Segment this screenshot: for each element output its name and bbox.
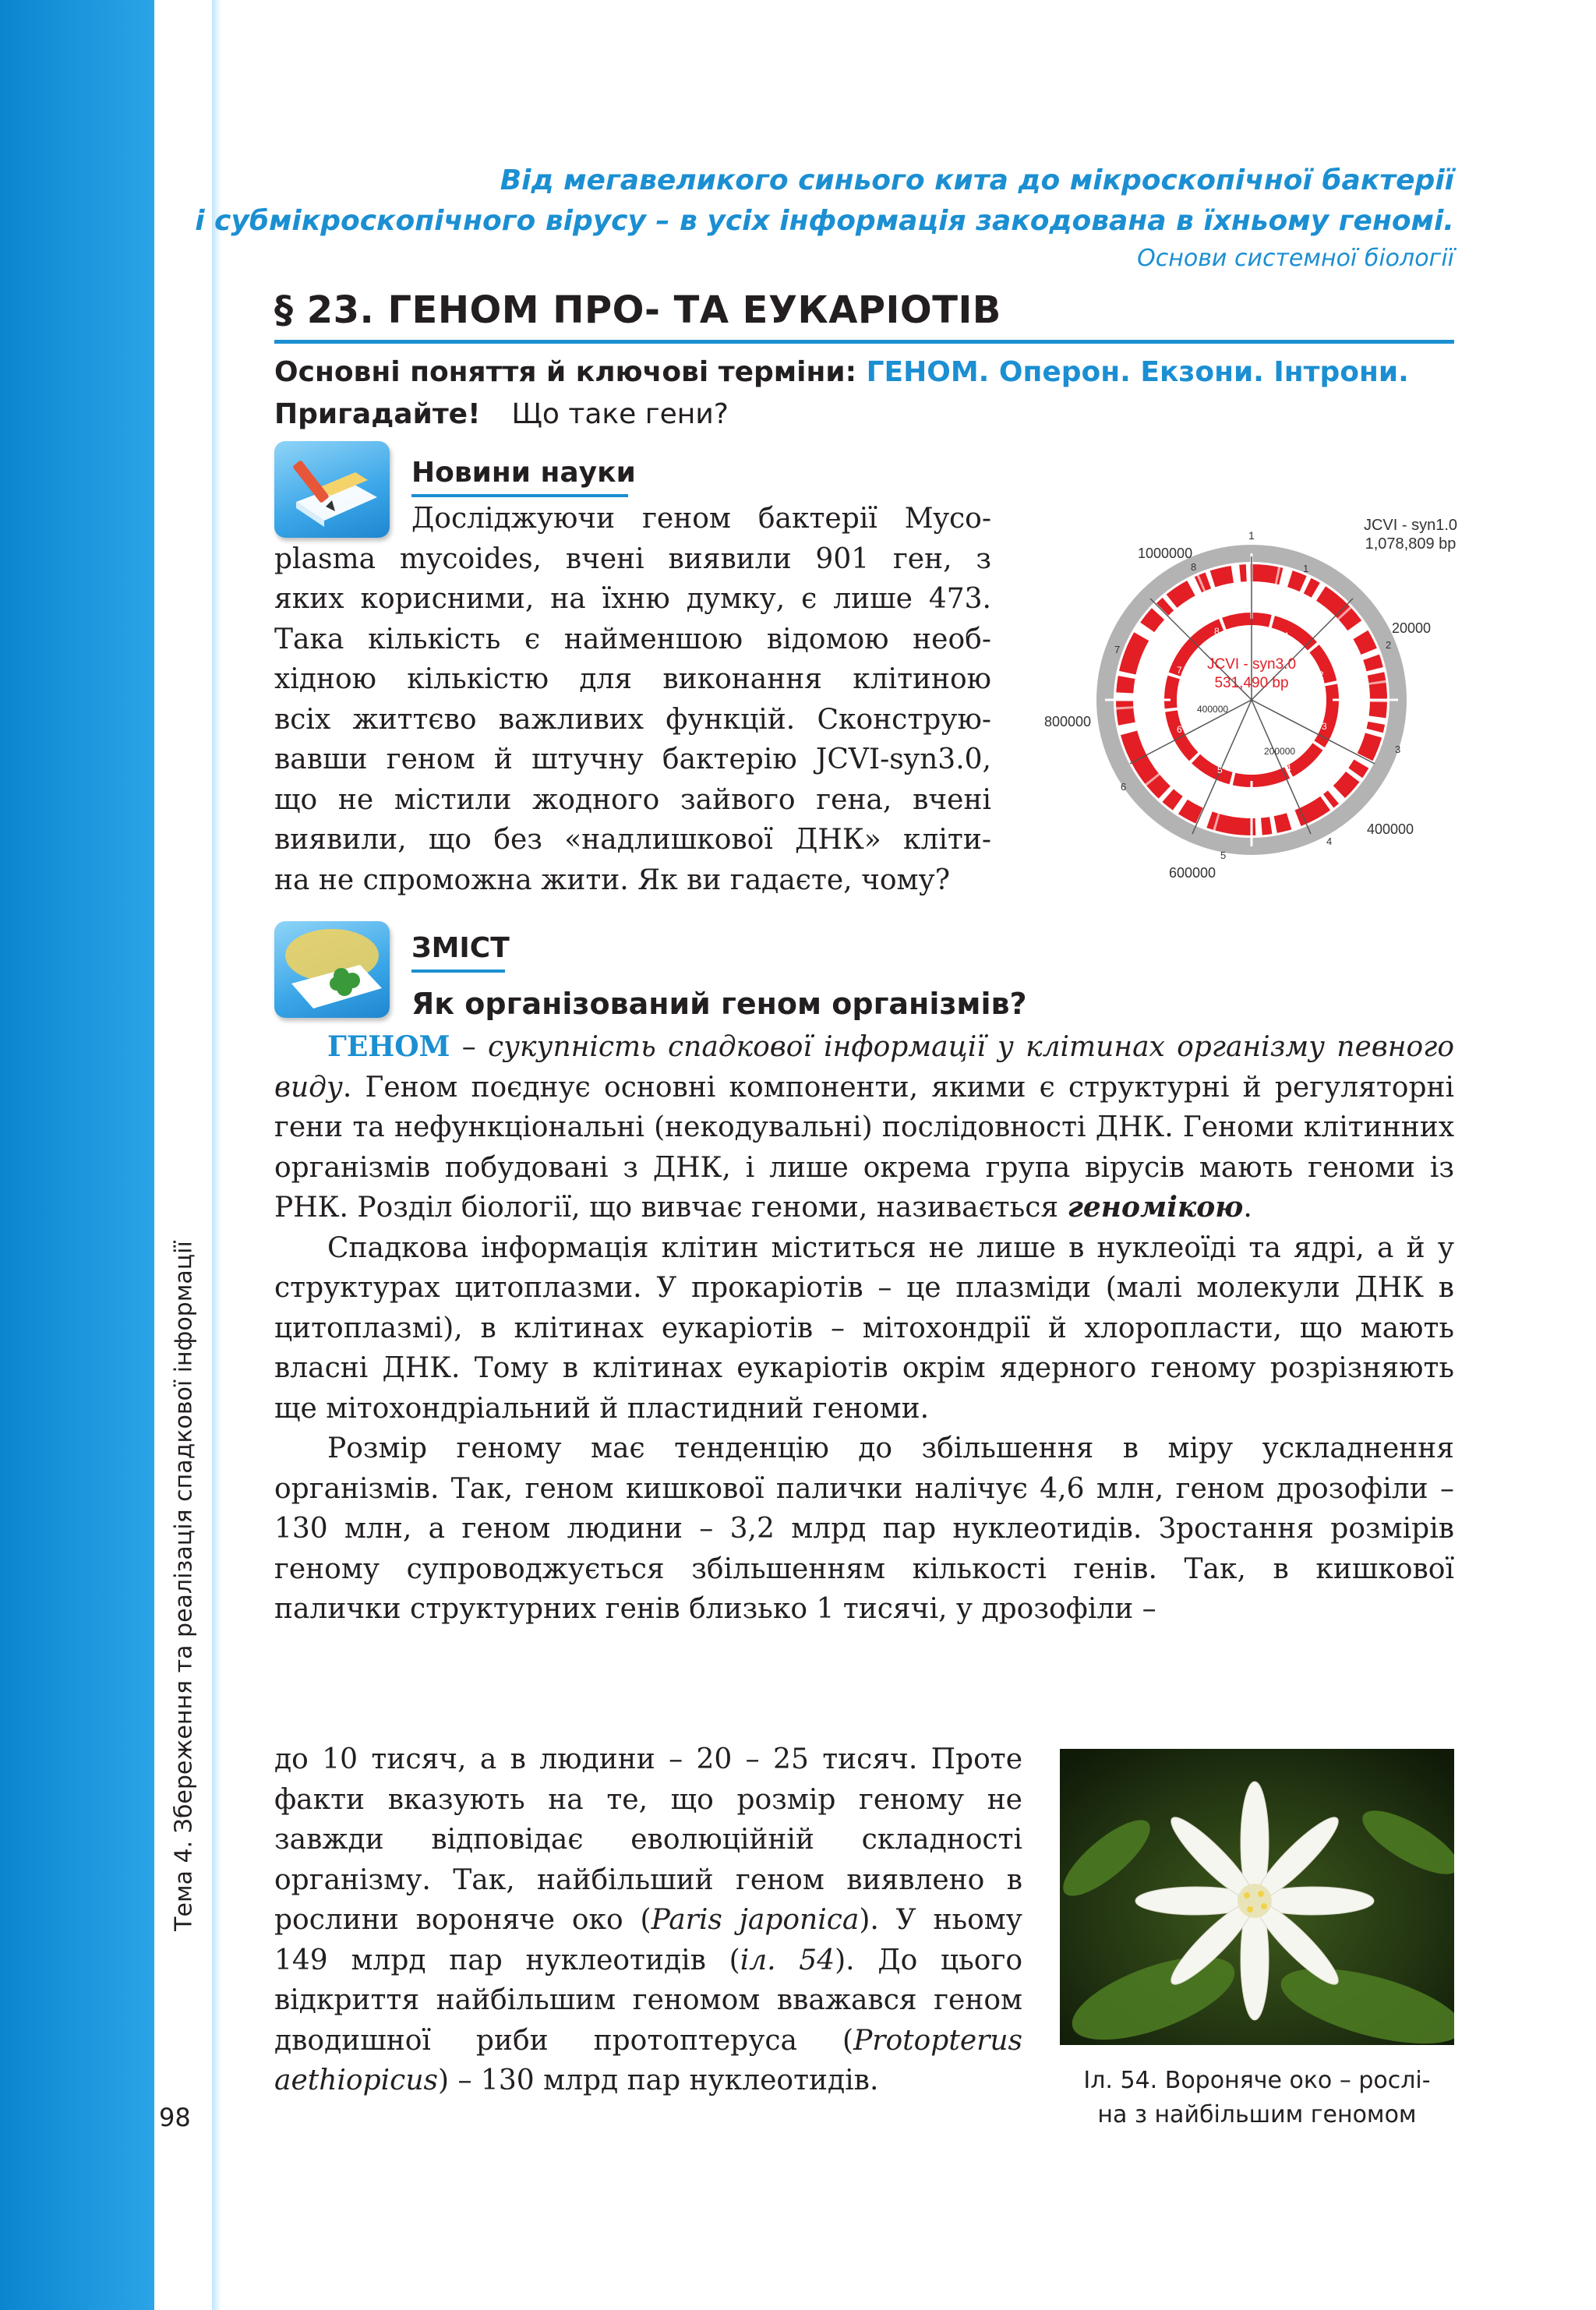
- news-line: plasma mycoides, вчені виявили 901 ген, з: [274, 542, 991, 575]
- news-line: на не спроможна жити. Як ви гадаєте, чому?: [274, 864, 951, 896]
- inner-tick-400000: 400000: [1197, 704, 1229, 715]
- segment-number: 1: [1303, 563, 1309, 574]
- inner-genome-label: JCVI - syn3.0: [1206, 656, 1297, 673]
- term-genome: ГЕНОМ: [327, 1030, 450, 1063]
- key-term-introns: Інтрони.: [1273, 356, 1409, 388]
- page-number: 98: [159, 2103, 191, 2132]
- paris-japonica-photo: [1060, 1749, 1454, 2045]
- epigraph: [195, 161, 1454, 242]
- key-term-operon: Оперон.: [998, 356, 1131, 388]
- segment-number: 3: [1395, 744, 1401, 755]
- news-line: хідною кількістю для виконання клітиною: [274, 663, 991, 695]
- news-line: яких корисними, на їхню думку, є лише 473.: [274, 583, 991, 615]
- outer-tick-1000000: 1000000: [1138, 546, 1193, 561]
- remember-label: Пригадайте!: [274, 398, 481, 430]
- inner-genome-size: 531,490 bp: [1214, 675, 1289, 691]
- page-title: § 23. ГЕНОМ ПРО- ТА ЕУКАРІОТІВ: [274, 288, 1001, 332]
- news-line: що не містили жодного зайвого гена, вчені: [274, 783, 991, 816]
- segment-number: 5: [1220, 849, 1227, 861]
- inner-segment-number: 6: [1177, 724, 1182, 735]
- inner-segment-number: 5: [1217, 765, 1223, 775]
- chapter-title-vertical: Тема 4. Збереження та реалізація спадкової інформації: [170, 1241, 198, 1931]
- inner-segment-number: 1: [1284, 630, 1290, 641]
- contents-heading-underline: [411, 970, 505, 973]
- contents-clover-icon: [274, 921, 390, 1018]
- caption-line-2: на з найбільшим геномом: [1097, 2101, 1417, 2128]
- outer-tick-400000: 400000: [1367, 821, 1414, 837]
- news-line: вавши геном й штучну бактерію JCVI-syn3.0,: [274, 744, 991, 775]
- genome-map-diagram: [1036, 507, 1457, 896]
- news-line: всіх життєво важливих функцій. Сконструю-: [274, 703, 991, 736]
- key-term-genome: ГЕНОМ.: [866, 356, 990, 388]
- segment-number: 6: [1121, 781, 1127, 793]
- outer-tick-600000: 600000: [1169, 865, 1216, 881]
- paragraph-genome-definition: ГЕНОМ – сукупність спадкової інформації у клітинах організму певного виду. Геном поєднує основні компоненти, якими є структурні й регуляторні гени та нефункціональні (некодувальні) послідовності ДНК. Геноми клітинних організмів побудовані з ДНК, і лише окрема група вірусів мають геноми із РНК. Розділ біології, що вивчає геноми, називається геномікою.: [274, 1030, 1454, 1224]
- segment-number: 7: [1114, 644, 1121, 655]
- title-underline: [274, 340, 1454, 344]
- segment-number: 2: [1386, 639, 1392, 651]
- term-genomics: геномікою: [1067, 1191, 1244, 1224]
- contents-heading: ЗМІСТ: [411, 932, 510, 964]
- segment-number: 8: [1191, 561, 1197, 573]
- outer-genome-label: JCVI - syn1.0: [1363, 517, 1457, 534]
- genome-definition: сукупність спадкової інформації у клітинах організму певного виду: [274, 1031, 1454, 1104]
- outer-tick-20000: 20000: [1392, 620, 1432, 636]
- inner-segment-number: 7: [1177, 665, 1182, 676]
- inner-segment-number: 3: [1322, 721, 1327, 732]
- inner-tick-200000: 200000: [1264, 746, 1296, 757]
- news-line: виявили, що без «надлишкової ДНК» кліти-: [274, 824, 991, 856]
- sidebar-edge: [212, 0, 221, 2310]
- news-line: Така кількість є найменшою відомою необ-: [274, 623, 991, 655]
- caption-line-1: Іл. 54. Вороняче око – рослі-: [1083, 2067, 1431, 2094]
- outer-genome-size: 1,078,809 bp: [1365, 535, 1457, 553]
- segment-number: 4: [1326, 835, 1333, 847]
- epigraph-line-2: і субмікроскопічного вірусу – в усіх інформація закодована в їхньому геномі.: [195, 205, 1454, 237]
- key-terms-label: Основні поняття й ключові терміни:: [274, 356, 857, 388]
- outer-tick-1: 1: [1248, 529, 1255, 542]
- key-terms: [274, 349, 1454, 396]
- epigraph-line-1: Від мегавеликого синього кита до мікроскопічної бактерії: [500, 164, 1454, 196]
- news-line: Досліджуючи геном бактерії Myco-: [411, 503, 991, 535]
- inner-segment-number: 4: [1286, 763, 1291, 774]
- paragraph-largest-genome: до 10 тисяч, а в людини – 20 – 25 тисяч. Проте факти вказують на те, що розмір геному не завжди відповідає еволюційній складності організму. Так, найбільший геном виявлено в рослини вороняче око (Paris japonica). У ньому 149 млрд пар нуклеотидів (іл. 54). До цього відкриття найбільшим геномом вважався геном дводишної риби протоптеруса (Protopterus aethiopicus) – 130 млрд пар нуклеотидів.: [274, 1743, 1022, 2096]
- paragraph-genome-size: Розмір геному має тенденцію до збільшення в міру ускладнення організмів. Так, геном кишкової палички налічує 4,6 млн, геном дрозофіли – 130 млн, а геном людини – 3,2 млрд пар нуклеотидів. Зростання розмірів геному супроводжується збільшенням кількості генів. Так, в кишкової палички структурних генів близько 1 тисячі, у дрозофіли –: [274, 1432, 1454, 1625]
- figure-caption: [1044, 2064, 1470, 2132]
- section-question: Як організований геном організмів?: [411, 987, 1027, 1021]
- news-heading: Новини науки: [411, 457, 636, 489]
- key-term-exons: Екзони.: [1140, 356, 1264, 388]
- news-heading-underline: [411, 494, 628, 497]
- remember-question: Що таке гени?: [511, 398, 729, 430]
- remember-line: [274, 393, 729, 436]
- paragraph-hereditary-info: Спадкова інформація клітин міститься не лише в нуклеоїді та ядрі, а й у структурах цитоплазми. У прокаріотів – це плазміди (малі молекули ДНК в цитоплазмі), в клітинах еукаріотів – мітохондрії й хлоропласти, що мають власні ДНК. Тому в клітинах еукаріотів окрім ядерного геному розрізняють ще мітохондріальний й пластидний геноми.: [274, 1231, 1454, 1425]
- inner-segment-number: 8: [1214, 626, 1220, 637]
- outer-tick-800000: 800000: [1044, 714, 1092, 729]
- news-text: [274, 499, 991, 900]
- epigraph-source: Основи системної біології: [1137, 245, 1454, 272]
- sidebar-white-strip: [154, 0, 214, 2310]
- main-text: [274, 1027, 1454, 1630]
- inner-segment-number: 2: [1319, 669, 1324, 680]
